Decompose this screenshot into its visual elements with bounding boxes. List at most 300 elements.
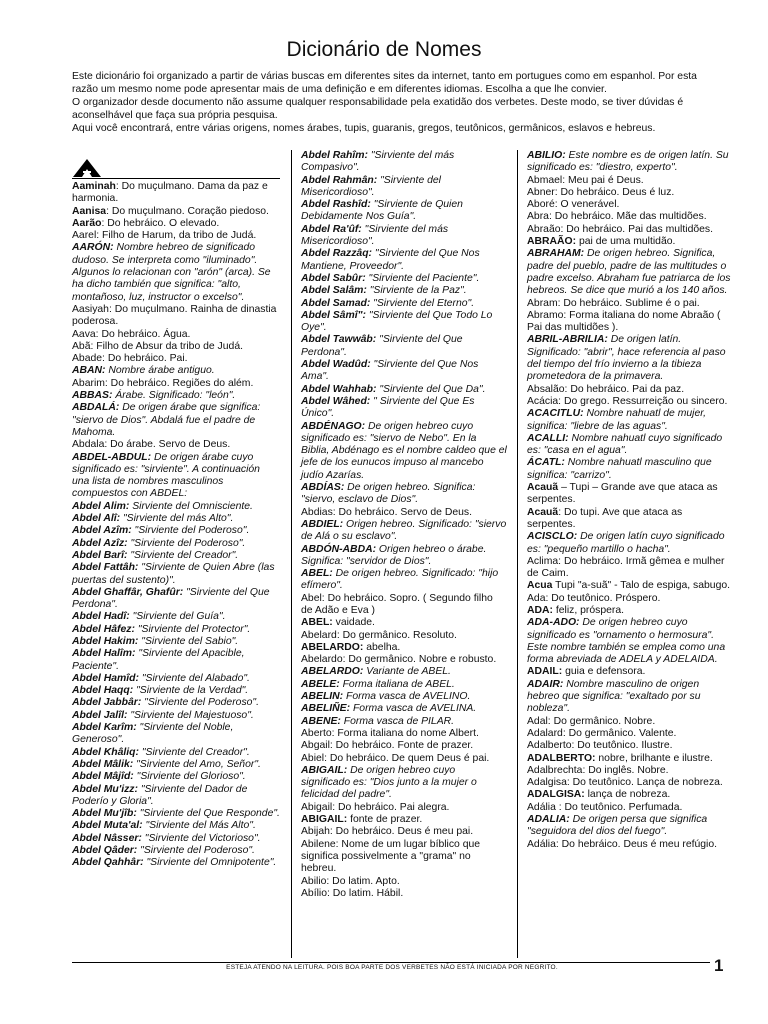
entry-definition: Adália : Do teutônico. Perfumada. xyxy=(527,801,683,813)
entry-definition: De origen árabe que significa: "siervo de Dios". Abdalá fue el padre de Mahoma. xyxy=(72,402,261,438)
dictionary-entry xyxy=(301,507,507,519)
dictionary-entry xyxy=(72,513,280,525)
entry-headword: ADA-ADO: xyxy=(527,617,580,629)
entry-headword: ABBAS: xyxy=(72,390,113,402)
entry-definition: : Do muçulmano. Dama da paz e harmonia. xyxy=(72,181,268,205)
entry-definition: Ada: Do teutônico. Próspero. xyxy=(527,592,661,604)
entry-definition: Forma vasca de AVELINA. xyxy=(350,703,477,715)
dictionary-entry xyxy=(301,802,507,814)
dictionary-entry xyxy=(72,685,280,697)
dictionary-entry xyxy=(301,384,507,396)
entry-definition: abelha. xyxy=(363,641,401,653)
dictionary-entry xyxy=(527,802,733,814)
entry-definition: Nombre árabe antiguo. xyxy=(105,365,215,377)
dictionary-entry xyxy=(301,703,507,715)
entry-headword: ABENE: xyxy=(301,715,341,727)
dictionary-entry xyxy=(527,765,733,777)
entry-headword: Abdel Mâlik: xyxy=(72,758,134,770)
entry-headword: ABDIEL: xyxy=(301,518,344,530)
dictionary-entry xyxy=(301,691,507,703)
entry-definition: Adália: Do hebráico. Deus é meu refúgio. xyxy=(527,838,718,850)
entry-headword: ABEL: xyxy=(301,568,333,580)
entry-definition: "Sirviente de Quien Abre (las puertas del sustento)". xyxy=(72,562,275,586)
entry-headword: ADAIL: xyxy=(527,666,563,678)
dictionary-entry xyxy=(301,359,507,384)
dictionary-entry xyxy=(72,452,280,501)
entry-definition: Abelardo: Do germânico. Nobre e robusto. xyxy=(301,654,497,666)
entry-headword: Abdel Barî: xyxy=(72,549,128,561)
dictionary-entry xyxy=(72,710,280,722)
entry-headword: ABIGAIL: xyxy=(301,764,348,776)
entry-definition: Aboré: O venerável. xyxy=(527,199,620,211)
entry-headword: ADALBERTO: xyxy=(527,752,596,764)
entry-definition: Acácia: Do grego. Ressurreição ou sincero. xyxy=(527,395,728,407)
entry-headword: Abdel Halîm: xyxy=(72,648,136,660)
entry-headword: Abdel Hakim: xyxy=(72,635,139,647)
entry-definition: Abijah: Do hebráico. Deus é meu pai. xyxy=(301,826,474,838)
entry-definition: "Sirviente del Majestuoso". xyxy=(127,709,254,721)
entry-definition: Abade: Do hebráico. Pai. xyxy=(72,353,188,365)
entry-headword: ABDÓN-ABDA: xyxy=(301,543,377,555)
entry-headword: Acauã xyxy=(527,506,559,518)
entry-headword: Abdel Rashîd: xyxy=(301,199,371,211)
entry-headword: ABDALÁ: xyxy=(72,402,120,414)
entry-headword: Abdel Mu'izz: xyxy=(72,783,138,795)
entry-definition: Abigail: Do hebráico. Pai alegra. xyxy=(301,801,450,813)
entry-headword: Abdel Razzâq: xyxy=(301,248,373,260)
entry-definition: "Sirviente del Eterno". xyxy=(370,297,475,309)
dictionary-entry xyxy=(301,728,507,740)
entry-headword: Abdel Samad: xyxy=(301,297,371,309)
entry-definition: "Sirviente de la Paz". xyxy=(366,285,467,297)
entry-headword: ABELIN: xyxy=(301,691,344,703)
entry-definition: Nombre hebreo de significado dudoso. Se interpreta como "iluminado". Algunos lo relacionan con "arón" (arca). Se ha dicho también que significa: "alto, montañoso, luz, instructor o excelso". xyxy=(72,242,271,303)
dictionary-entry xyxy=(301,740,507,752)
dictionary-entry xyxy=(72,833,280,845)
intro-text xyxy=(72,70,712,135)
entry-definition: Origen hebreo. Significado: "siervo de Alá o su esclavo". xyxy=(301,518,507,543)
dictionary-entry xyxy=(301,273,507,285)
dictionary-entry xyxy=(527,150,733,175)
entry-definition: "Sirviente del Victorioso". xyxy=(141,832,261,844)
dictionary-entry xyxy=(301,654,507,666)
entry-definition: "Sirviente del Que Da". xyxy=(376,383,486,395)
entry-headword: Abdel Ra'ûf: xyxy=(301,223,362,235)
entry-definition: – Tupi – Grande ave que ataca as serpentes. xyxy=(527,482,718,506)
entry-definition: Abdias: Do hebráico. Servo de Deus. xyxy=(301,506,472,518)
dictionary-entry xyxy=(301,285,507,297)
dictionary-entry xyxy=(301,630,507,642)
dictionary-entry xyxy=(72,771,280,783)
dictionary-entry xyxy=(301,310,507,335)
entry-definition: "Sirviente del Que Nos Ama". xyxy=(301,359,479,383)
entry-definition: nobre, brilhante e ilustre. xyxy=(595,752,713,764)
entry-definition: Árabe. Significado: "león". xyxy=(112,390,236,402)
dictionary-entry xyxy=(301,199,507,224)
entry-headword: Acauã xyxy=(527,482,559,494)
entry-definition: De origen hebreo. Significado: "hijo efímero". xyxy=(301,568,499,592)
entry-definition: pai de uma multidão. xyxy=(576,236,676,248)
dictionary-entry xyxy=(527,617,733,666)
entry-headword: ABDEL-ABDUL: xyxy=(72,451,152,463)
dictionary-entry xyxy=(72,636,280,648)
dictionary-entry xyxy=(527,740,733,752)
dictionary-entry xyxy=(301,568,507,593)
entry-definition: "Sirviente del Creador". xyxy=(138,746,250,758)
entry-definition: "Sirviente del Poderoso". xyxy=(141,697,259,709)
dictionary-entry xyxy=(72,562,280,587)
dictionary-entry xyxy=(527,211,733,223)
entry-headword: ABAN: xyxy=(72,365,106,377)
dictionary-entry xyxy=(301,224,507,249)
dictionary-entry xyxy=(527,753,733,765)
dictionary-entry xyxy=(72,845,280,857)
entry-headword: Abdel Mâjîd: xyxy=(72,771,134,783)
entry-headword: ABDÍAS: xyxy=(301,482,345,494)
dictionary-entry xyxy=(301,765,507,802)
entry-definition: Aasiyah: Do muçulmano. Rainha de dinastia poderosa. xyxy=(72,303,277,328)
dictionary-entry xyxy=(72,353,280,365)
dictionary-entry xyxy=(527,248,733,297)
entry-definition: Nombre nahuatl cuyo significado es: "casa en el agua". xyxy=(527,432,723,457)
entry-headword: Abdel Azîm: xyxy=(72,525,132,537)
entry-definition: : Do hebráico. O elevado. xyxy=(101,217,220,229)
entry-headword: ACISCLO: xyxy=(527,531,578,543)
dictionary-entry xyxy=(527,605,733,617)
entry-definition: "Sirviente del Que Todo Lo Oye". xyxy=(301,309,493,334)
dictionary-entry xyxy=(527,580,733,592)
dictionary-entry xyxy=(527,236,733,248)
entry-definition: Adalberto: Do teutônico. Ilustre. xyxy=(527,740,673,752)
entry-definition: "Sirviente del Poderoso". xyxy=(131,525,250,537)
entry-definition: Adal: Do germânico. Nobre. xyxy=(527,715,656,727)
entry-definition: Nombre nahuatl masculino que significa: "carrizo". xyxy=(527,457,712,481)
column-entries xyxy=(301,150,507,900)
entry-definition: Abraão: Do hebráico. Pai das multidões. xyxy=(527,223,713,235)
entry-definition: " Sirviente del Que Es Único". xyxy=(301,395,475,420)
entry-definition: vaidade. xyxy=(332,617,375,629)
dictionary-entry xyxy=(72,206,280,218)
dictionary-entry xyxy=(72,784,280,809)
entry-headword: ABRIL-ABRILIA: xyxy=(527,334,608,346)
entry-headword: ADALGISA: xyxy=(527,789,585,801)
entry-headword: ABELARDO: xyxy=(301,666,364,678)
entry-headword: ABIGAIL: xyxy=(301,814,348,826)
entry-definition: Abgail: Do hebráico. Fonte de prazer. xyxy=(301,740,474,752)
entry-definition: Aclima: Do hebráico. Irmã gêmea e mulher de Caim. xyxy=(527,555,725,580)
dictionary-entry xyxy=(301,175,507,200)
entry-definition: "Sirviente del Omnipotente". xyxy=(143,857,277,869)
entry-headword: Abdel Azîz: xyxy=(72,537,128,549)
entry-definition: Adalgisa: Do teutônico. Lança de nobreza. xyxy=(527,777,723,789)
entry-headword: ACACITLU: xyxy=(527,408,584,420)
dictionary-entry xyxy=(72,525,280,537)
entry-definition: Abra: Do hebráico. Mãe das multidões. xyxy=(527,211,707,223)
entry-definition: "Sirviente del Más Alto". xyxy=(142,820,256,832)
dictionary-entry xyxy=(527,716,733,728)
dictionary-entry xyxy=(527,728,733,740)
entry-headword: Abdel Jabbâr: xyxy=(72,697,142,709)
dictionary-entry xyxy=(72,365,280,377)
section-letter-block xyxy=(72,150,280,179)
entry-definition: Abramo: Forma italiana do nome Abraão ( Pai das multidões ). xyxy=(527,309,721,334)
dictionary-entry xyxy=(72,439,280,451)
entry-definition: De origen latín. Significado: "abrir", hace referencia al paso del tiempo del frío invierno a la tibieza prometedora de la primavera. xyxy=(527,334,726,383)
entry-definition: Forma vasca de AVELINO. xyxy=(343,691,471,703)
dictionary-entry xyxy=(527,334,733,383)
column-1 xyxy=(72,150,280,870)
dictionary-entry xyxy=(72,857,280,869)
entry-headword: Abdel Tawwâb: xyxy=(301,334,377,346)
entry-headword: ADALIA: xyxy=(527,814,570,826)
dictionary-entry xyxy=(301,519,507,544)
entry-definition: Abílio: Do latim. Hábil. xyxy=(301,887,404,899)
entry-definition: "Sirviente del Apacible, Paciente". xyxy=(72,648,245,672)
dictionary-entry xyxy=(527,531,733,556)
dictionary-entry xyxy=(301,248,507,273)
entry-headword: Abdel Hâfez: xyxy=(72,623,135,635)
dictionary-entry xyxy=(527,556,733,581)
entry-definition: "Sirviente del Protector". xyxy=(134,623,251,635)
intro-paragraph: Este dicionário foi organizado a partir de várias buscas em diferentes sites da internet, tanto em portugues como em espanhol. Por esta razão um mesmo nome pode apresentar mais de uma definição e em diferentes idiomas. Escolha a que lhe convier. xyxy=(72,71,697,95)
entry-definition: "Sirviente del más Compasivo". xyxy=(301,150,455,174)
entry-headword: Abdel Alim: xyxy=(72,500,130,512)
dictionary-entry xyxy=(527,199,733,211)
dictionary-entry xyxy=(72,181,280,206)
entry-headword: ABELIÑE: xyxy=(301,703,351,715)
dictionary-entry xyxy=(301,642,507,654)
entry-definition: "Sirviente del Poderoso". xyxy=(127,537,246,549)
footer-divider xyxy=(72,962,710,963)
entry-definition: Abilio: Do latim. Apto. xyxy=(301,875,400,887)
entry-headword: Abdel Qahhâr: xyxy=(72,857,144,869)
dictionary-entry xyxy=(301,150,507,175)
entry-definition: De origen hebreo. Significa: "siervo, esclavo de Dios". xyxy=(301,482,476,506)
footer-note: ESTEJA ATENDO NA LEITURA. POIS BOA PARTE DOS VERBETES NÃO ESTÁ INICIADA POR NEGRITO. xyxy=(226,964,558,971)
entry-definition: "Sirviente del Que Perdona". xyxy=(301,334,463,358)
entry-definition: De origen hebreo. Significa, padre del pueblo, padre de las multitudes o padre excelso. Abraham fue patriarca de los hebreos. Se dice que murió a los 140 años. xyxy=(527,248,731,297)
dictionary-entry xyxy=(527,789,733,801)
entry-definition: Absalão: Do hebráico. Pai da paz. xyxy=(527,383,685,395)
entry-definition: : Do tupi. Ave que ataca as serpentes. xyxy=(527,506,683,530)
dictionary-entry xyxy=(301,876,507,888)
entry-headword: Abdel Hamîd: xyxy=(72,672,139,684)
entry-headword: ADAIR: xyxy=(527,678,564,690)
dictionary-entry xyxy=(72,230,280,242)
entry-definition: "Sirviente del Que Nos Mantiene, Proveedor". xyxy=(301,248,480,272)
entry-definition: "Sirviente del Que Responde". xyxy=(136,808,280,820)
entry-headword: Abdel Nâsser: xyxy=(72,832,142,844)
dictionary-entry xyxy=(301,334,507,359)
entry-definition: Nombre nahuatl de mujer, significa: "liebre de las aguas". xyxy=(527,408,707,432)
entry-definition: fonte de prazer. xyxy=(347,814,423,826)
entry-headword: Aarão xyxy=(72,217,102,229)
dictionary-entry xyxy=(527,433,733,458)
entry-definition: "Sirviente del Paciente". xyxy=(365,272,480,284)
entry-definition: Aberto: Forma italiana do nome Albert. xyxy=(301,727,479,739)
dictionary-entry xyxy=(301,753,507,765)
entry-headword: Abdel Hadî: xyxy=(72,611,130,623)
dictionary-entry xyxy=(72,624,280,636)
dictionary-entry xyxy=(72,341,280,353)
dictionary-entry xyxy=(72,501,280,513)
dictionary-entry xyxy=(72,329,280,341)
dictionary-entry xyxy=(72,673,280,685)
entry-definition: "Sirviente del Noble, Generoso". xyxy=(72,722,234,746)
entry-headword: Abdel Sabûr: xyxy=(301,272,366,284)
entry-headword: Abdel Jalîl: xyxy=(72,709,128,721)
dictionary-entry xyxy=(72,304,280,329)
dictionary-entry xyxy=(527,839,733,851)
entry-headword: Abdel Fattâh: xyxy=(72,562,139,574)
entry-headword: ÁCATL: xyxy=(527,457,565,469)
entry-headword: Abdel Salâm: xyxy=(301,285,367,297)
entry-definition: "Sirviente del Glorioso". xyxy=(133,771,246,783)
intro-paragraph: Aqui você encontrará, entre várias origens, nomes árabes, tupis, guaranis, gregos, teutônicos, germânicos, eslavos e hebreus. xyxy=(72,123,656,134)
entry-headword: Acua xyxy=(527,580,553,592)
dictionary-entry xyxy=(72,402,280,439)
entry-definition: Forma italiana de ABEL. xyxy=(339,678,455,690)
entry-headword: AARÓN: xyxy=(72,242,114,254)
entry-definition: De origen hebreo cuyo significado es "ornamento o hermosura". Este nombre también se emplea como una forma abreviada de ADELA y ADELAIDA. xyxy=(527,617,726,666)
entry-definition: "Sirviente del Guía". xyxy=(129,611,226,623)
dictionary-entry xyxy=(72,218,280,230)
dictionary-entry xyxy=(72,820,280,832)
dictionary-entry xyxy=(527,666,733,678)
dictionary-entry xyxy=(527,396,733,408)
dictionary-entry xyxy=(301,839,507,876)
entry-headword: Aanisa xyxy=(72,205,107,217)
entry-headword: ABELARDO: xyxy=(301,641,364,653)
dictionary-entry xyxy=(72,550,280,562)
entry-definition: Variante de ABEL. xyxy=(363,666,451,678)
entry-headword: ACALLI: xyxy=(527,432,569,444)
dictionary-entry xyxy=(301,814,507,826)
entry-definition: Adalbrechta: Do inglês. Nobre. xyxy=(527,764,669,776)
intro-paragraph: O organizador desde documento não assume qualquer responsabilidade pela exatidão dos verbetes. Deste modo, se tiver dúvidas é aconselhável que faça sua própria pesquisa. xyxy=(72,97,684,121)
entry-definition: "Sirviente de la Verdad". xyxy=(133,685,249,697)
entry-definition: "Sirviente del Sabio". xyxy=(138,635,239,647)
entry-headword: Abdel Sâmî": xyxy=(301,309,366,321)
entry-definition: Abilene: Nome de um lugar bíblico que significa possivelmente a "grama" no hebreu. xyxy=(301,838,481,875)
entry-definition: De origen hebreo cuyo significado es: "siervo de Nebo". En la Biblia, Abdénago es el nombre caldeo que el jefe de los eunucos impuso al mancebo judío Azarías. xyxy=(301,420,507,481)
page-title: Dicionário de Nomes xyxy=(286,38,482,61)
entry-definition: Tupi "a-suã" - Talo de espiga, sabugo. xyxy=(552,580,731,592)
entry-definition: Abner: Do hebráico. Deus é luz. xyxy=(527,186,675,198)
entry-definition: guia e defensora. xyxy=(562,666,646,678)
entry-headword: Abdel Rahmân: xyxy=(301,174,378,186)
entry-headword: ABRAHAM: xyxy=(527,248,585,260)
entry-definition: Este nombre es de origen latín. Su significado es: "diestro, experto". xyxy=(527,150,729,174)
entry-headword: Abdel Alî: xyxy=(72,513,121,525)
entry-definition: feliz, próspera. xyxy=(552,604,625,616)
letter-a-icon xyxy=(72,158,102,178)
dictionary-entry xyxy=(72,808,280,820)
column-entries xyxy=(72,181,280,870)
dictionary-entry xyxy=(72,538,280,550)
dictionary-entry xyxy=(527,507,733,532)
dictionary-entry xyxy=(301,826,507,838)
entry-headword: Abdel Khâliq: xyxy=(72,746,139,758)
entry-headword: ADA: xyxy=(527,604,553,616)
entry-definition: "Sirviente de Quien Debidamente Nos Guía". xyxy=(301,199,463,223)
dictionary-entry xyxy=(527,310,733,335)
dictionary-entry xyxy=(301,716,507,728)
entry-definition: Abdala: Do árabe. Servo de Deus. xyxy=(72,439,231,451)
entry-definition: De origen hebreo cuyo significado es: "Dios junto a la mujer o felicidad del padre". xyxy=(301,764,477,801)
dictionary-entry xyxy=(301,544,507,569)
dictionary-entry xyxy=(527,187,733,199)
dictionary-entry xyxy=(301,666,507,678)
dictionary-entry xyxy=(72,648,280,673)
dictionary-entry xyxy=(301,396,507,421)
dictionary-entry xyxy=(527,777,733,789)
entry-definition: : Do muçulmano. Coração piedoso. xyxy=(106,205,269,217)
entry-definition: Abã: Filho de Absur da tribo de Judá. xyxy=(72,340,243,352)
entry-definition: Origen hebreo o árabe. Significa: "servidor de Dios". xyxy=(301,543,487,567)
entry-definition: "Sirviente del más Misericordioso". xyxy=(301,223,449,248)
entry-definition: De origen árabe cuyo significado es: "sirviente". A continuación una lista de nombres masculinos compuestos con ABDEL: xyxy=(72,451,260,500)
entry-definition: "Sirviente del Que Perdona". xyxy=(72,586,270,611)
entry-definition: Nombre masculino de origen hebreo que significa: "exaltado por su nobleza". xyxy=(527,678,701,715)
entry-headword: Abdel Haqq: xyxy=(72,685,134,697)
entry-headword: ABDÉNAGO: xyxy=(301,420,366,432)
column-entries xyxy=(527,150,733,851)
entry-definition: "Sirviente del Creador". xyxy=(127,549,239,561)
dictionary-entry xyxy=(527,679,733,716)
entry-definition: "Sirviente del Misericordioso". xyxy=(301,174,441,198)
entry-definition: Abram: Do hebráico. Sublime é o pai. xyxy=(527,297,700,309)
dictionary-entry xyxy=(72,587,280,612)
dictionary-entry xyxy=(301,593,507,618)
entry-definition: "Sirviente del Poderoso". xyxy=(137,845,255,857)
entry-definition: Abel: Do hebráico. Sopro. ( Segundo filho de Adão e Eva ) xyxy=(301,592,493,616)
dictionary-entry xyxy=(527,408,733,433)
dictionary-entry xyxy=(72,378,280,390)
page-number: 1 xyxy=(714,956,724,975)
dictionary-entry xyxy=(527,593,733,605)
dictionary-entry xyxy=(72,722,280,747)
dictionary-entry xyxy=(301,421,507,482)
dictionary-entry xyxy=(527,814,733,839)
column-3 xyxy=(527,150,733,851)
dictionary-entry xyxy=(72,390,280,402)
entry-headword: Abdel Wahhab: xyxy=(301,383,377,395)
entry-definition: Abelard: Do germânico. Resoluto. xyxy=(301,629,457,641)
entry-headword: Abdel Karîm: xyxy=(72,722,137,734)
entry-definition: "Sirviente del Amo, Señor". xyxy=(133,758,261,770)
entry-headword: Aaminah xyxy=(72,181,116,192)
dictionary-entry xyxy=(301,298,507,310)
dictionary-entry xyxy=(301,888,507,900)
column-divider xyxy=(291,150,292,958)
dictionary-entry xyxy=(527,384,733,396)
entry-headword: Abdel Ghaffâr, Ghafûr: xyxy=(72,586,184,598)
dictionary-entry xyxy=(527,224,733,236)
entry-headword: Abdel Mu'jîb: xyxy=(72,808,137,820)
entry-definition: Abmael: Meu pai é Deus. xyxy=(527,174,644,186)
column-divider xyxy=(517,150,518,958)
dictionary-entry xyxy=(527,457,733,482)
entry-headword: Abdel Rahîm: xyxy=(301,150,368,161)
entry-definition: Abarim: Do hebráico. Regiões do além. xyxy=(72,377,254,389)
column-2 xyxy=(301,150,507,900)
entry-definition: Adalard: Do germânico. Valente. xyxy=(527,727,677,739)
dictionary-entry xyxy=(527,482,733,507)
entry-definition: Sirviente del Omnisciente. xyxy=(129,500,253,512)
entry-definition: "Sirviente del Alabado". xyxy=(138,672,250,684)
entry-definition: De origen persa que significa "seguidora del dios del fuego". xyxy=(527,814,708,838)
